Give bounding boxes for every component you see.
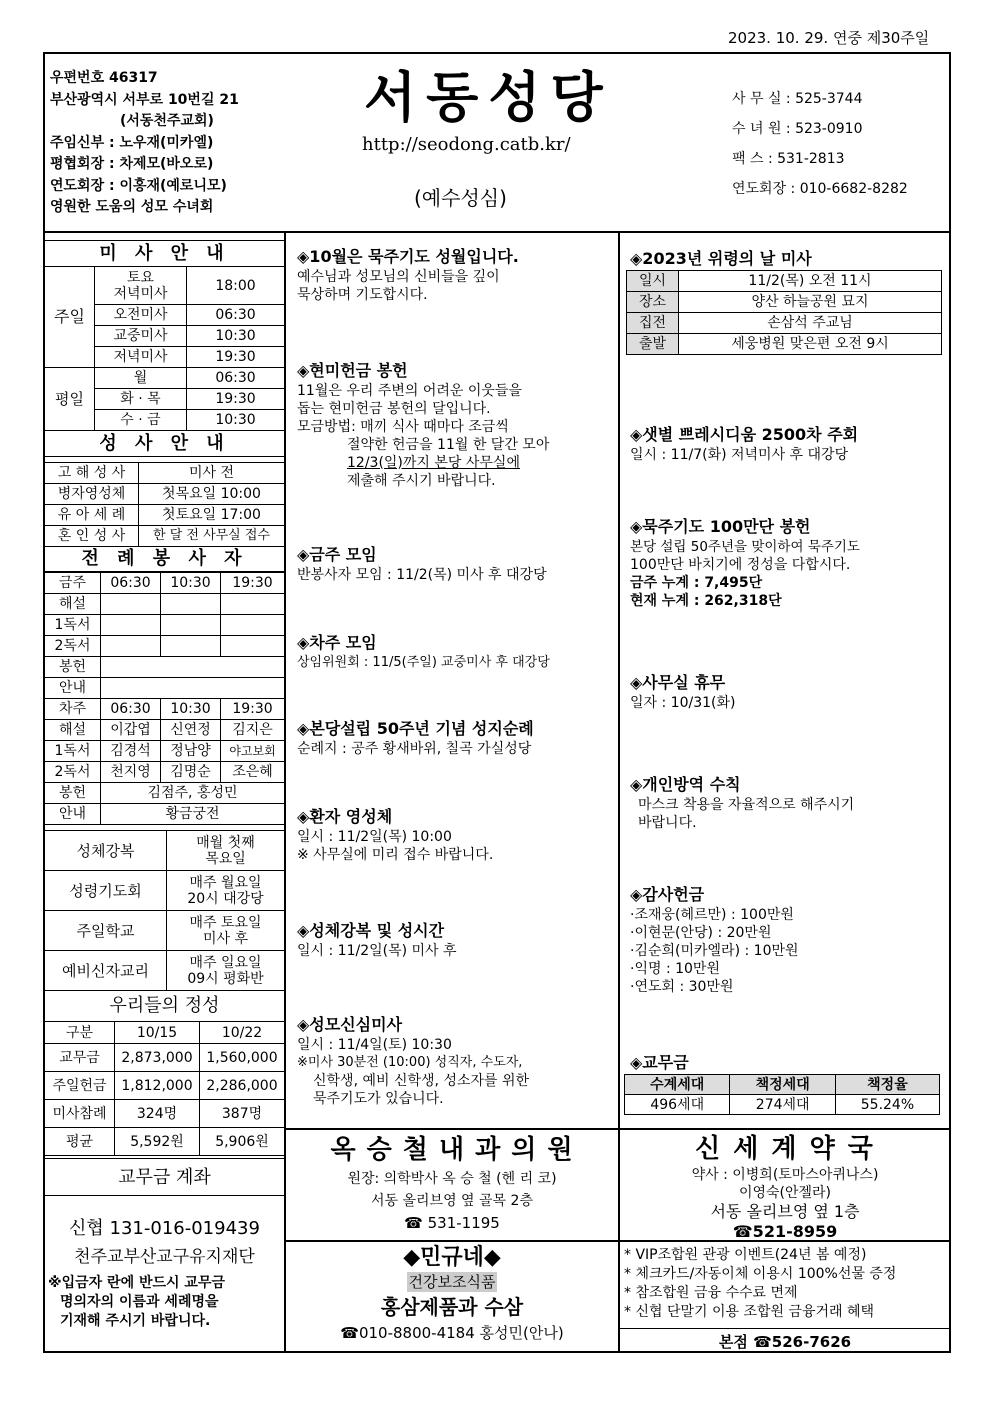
notice-line: ·조재웅(헤르만) : 100만원	[630, 907, 794, 923]
council-president: 평협회장 : 차제모(바오로)	[50, 156, 214, 172]
server-cell	[101, 678, 285, 699]
server-role: 해설	[45, 720, 101, 741]
notice-office-closed	[630, 672, 960, 712]
liturgical-subtitle: (예수성심)	[414, 186, 507, 210]
sunday-label: 주일	[45, 267, 95, 368]
notice-title: ◈묵주기도 100만단 봉헌	[630, 517, 811, 536]
note-line: 명의자의 이름과 세례명을	[60, 1294, 219, 1310]
notice-title: ◈현미헌금 봉헌	[297, 361, 408, 380]
notice-rosary-million	[630, 516, 960, 610]
notice-line: 반봉사자 모임 : 11/2(목) 미사 후 대강당	[297, 567, 547, 583]
fax: 팩 스 : 531-2813	[732, 151, 845, 167]
offering-title: 우리들의 정성	[45, 991, 285, 1022]
dues-value: 496세대	[625, 1095, 730, 1115]
offering-value: 2,873,000	[115, 1044, 200, 1072]
header-divider	[43, 231, 951, 233]
memorial-label: 출발	[627, 334, 679, 355]
credit-union-phone: 본점 ☎526-7626	[718, 1333, 852, 1351]
server-role: 1독서	[45, 615, 101, 636]
dues-value: 55.24%	[835, 1095, 939, 1115]
note-line: ※입금자 란에 반드시 교무금	[48, 1275, 225, 1291]
notice-next-week-meeting	[297, 632, 627, 672]
sacrament-info: 첫토요일 17:00	[139, 505, 285, 526]
server-cell: 19:30	[221, 573, 285, 594]
server-cell	[161, 594, 221, 615]
sacrament-name: 유 아 세 례	[45, 505, 139, 526]
mass-name: 오전미사	[95, 305, 187, 326]
notice-rosary-month	[297, 246, 627, 304]
mass-time: 18:00	[187, 267, 285, 305]
notice-rice-offering	[297, 360, 627, 490]
offering-label: 미사참례	[45, 1100, 115, 1128]
weekday-label: 평일	[45, 368, 95, 431]
office-phone: 사 무 실 : 525-3744	[732, 91, 863, 107]
server-role: 봉헌	[45, 657, 101, 678]
pastor: 주임신부 : 노우재(미카엘)	[50, 134, 214, 151]
minkyune-tag: 건강보조식품	[408, 1273, 496, 1291]
notice-title: ◈10월은 묵주기도 성월입니다.	[297, 247, 519, 266]
server-role: 2독서	[45, 762, 101, 783]
notice-line: 제출해 주시기 바랍니다.	[347, 473, 496, 489]
notice-line: 100만단 바치기에 정성을 다합시다.	[630, 557, 851, 573]
mass-time: 10:30	[187, 326, 285, 347]
notice-line: 현재 누계 : 262,318단	[630, 593, 782, 609]
notice-line: 11월은 우리 주변의 어려운 이웃들을	[297, 383, 522, 399]
offering-label: 주일헌금	[45, 1072, 115, 1100]
mass-time: 06:30	[187, 368, 285, 389]
notice-line: 돕는 현미헌금 봉헌의 달입니다.	[297, 401, 491, 417]
server-cell: 19:30	[221, 699, 285, 720]
notice-line: 절약한 헌금을 11월 한 달간 모아	[347, 437, 550, 453]
memorial-value: 손삼석 주교님	[679, 313, 942, 334]
notice-pilgrimage	[297, 718, 627, 758]
notice-title: ◈감사헌금	[630, 885, 705, 904]
notice-title: ◈환자 영성체	[297, 807, 393, 826]
server-cell	[221, 636, 285, 657]
minkyune-ad	[286, 1244, 618, 1344]
minkyune-product: 홍삼제품과 수삼	[380, 1295, 524, 1319]
schedule-table	[44, 830, 285, 991]
notice-benediction	[297, 920, 627, 960]
server-cell: 천지영	[101, 762, 161, 783]
servers-table	[44, 572, 285, 825]
server-role: 1독서	[45, 741, 101, 762]
notice-line: ※미사 30분전 (10:00) 성직자, 수도자,	[297, 1055, 523, 1070]
mass-time: 06:30	[187, 305, 285, 326]
postal-code: 우편번호 46317	[50, 70, 158, 86]
clinic-ad	[286, 1132, 618, 1234]
server-cell: 황금궁전	[101, 804, 285, 825]
offering-header: 10/15	[115, 1022, 200, 1044]
notice-title: ◈성모신심미사	[297, 1015, 403, 1034]
ad-line: * 체크카드/자동이체 이용시 100%선물 증정	[624, 1266, 897, 1282]
memorial-title	[630, 246, 812, 269]
notice-line: 12/3(일)까지 본당 사무실에	[347, 455, 520, 471]
sacrament-info: 한 달 전 사무실 접수	[139, 526, 285, 547]
notice-line: 일시 : 11/2일(목) 10:00	[297, 829, 452, 845]
pharmacy-name: 신 세 계 약 국	[695, 1134, 875, 1164]
servers-title: 전 례 봉 사 자	[45, 547, 285, 572]
notice-this-week-meeting	[297, 544, 627, 584]
schedule-name: 주일학교	[45, 911, 167, 951]
offering-value: 2,286,000	[200, 1072, 285, 1100]
server-cell: 김경석	[101, 741, 161, 762]
mass-name: 토요 저녁미사	[95, 267, 187, 305]
offering-header: 10/22	[200, 1022, 285, 1044]
server-role: 2독서	[45, 636, 101, 657]
dues-header: 책정율	[835, 1075, 939, 1095]
notice-title: ◈2023년 위령의 날 미사	[630, 249, 812, 268]
mass-table	[44, 240, 285, 457]
server-cell: 김점주, 홍성민	[101, 783, 285, 804]
server-cell: 김명순	[161, 762, 221, 783]
notice-line: 일시 : 11/7(화) 저녁미사 후 대강당	[630, 447, 849, 463]
pharmacy-line: 약사 : 이병희(토마스아퀴나스)	[691, 1167, 879, 1183]
contact-block	[732, 84, 908, 204]
notice-line: 묵주기도가 있습니다.	[313, 1091, 444, 1107]
offering-label: 평균	[45, 1128, 115, 1156]
clinic-phone: ☎ 531-1195	[404, 1214, 500, 1232]
sacrament-info: 첫목요일 10:00	[139, 484, 285, 505]
offering-table	[44, 990, 285, 1156]
server-cell	[101, 636, 161, 657]
address: 부산광역시 서부로 10번길 21	[50, 91, 239, 108]
notice-line: 상임위원회 : 11/5(주일) 교중미사 후 대강당	[297, 655, 550, 670]
mass-name: 저녁미사	[95, 347, 187, 368]
notice-thanksgiving	[630, 884, 960, 996]
dues-header: 수계세대	[625, 1075, 730, 1095]
server-role: 안내	[45, 804, 101, 825]
clinic-name: 옥 승 철 내 과 의 원	[330, 1135, 574, 1165]
notice-line: 예수님과 성모님의 신비들을 깊이	[297, 269, 500, 285]
mass-name: 교중미사	[95, 326, 187, 347]
mass-title: 미 사 안 내	[45, 241, 285, 267]
offering-value: 387명	[200, 1100, 285, 1128]
sacrament-name: 혼 인 성 사	[45, 526, 139, 547]
schedule-time: 매주 일요일 09시 평화반	[167, 951, 285, 991]
note-line: 기재해 주시기 바랍니다.	[60, 1313, 211, 1329]
notice-line: ·김순희(미카엘라) : 10만원	[630, 943, 799, 959]
ad-line: * VIP조합원 관광 이벤트(24년 봄 예정)	[624, 1247, 867, 1263]
server-cell: 이갑엽	[101, 720, 161, 741]
notice-line: 마스크 착용을 자율적으로 해주시기	[638, 797, 855, 813]
pharmacy-phone: ☎521-8959	[732, 1222, 838, 1241]
account-title: 교무금 계좌	[44, 1158, 285, 1196]
server-cell: 조은혜	[221, 762, 285, 783]
dues-table	[624, 1074, 940, 1115]
mass-day: 화 · 목	[95, 389, 187, 410]
notice-title: ◈개인방역 수칙	[630, 775, 741, 794]
pharmacy-line: 이영숙(안젤라)	[738, 1185, 832, 1201]
notice-line: 일시 : 11/2일(목) 미사 후	[297, 943, 457, 959]
funeral-phone: 연도회장 : 010-6682-8282	[732, 181, 908, 197]
server-cell: 야고보회	[221, 741, 285, 762]
sacrament-table	[44, 462, 285, 572]
schedule-time: 매주 토요일 미사 후	[167, 911, 285, 951]
notice-title: ◈금주 모임	[297, 545, 377, 564]
funeral-president: 연도회장 : 이홍재(예로니모)	[50, 177, 227, 194]
notice-line: 묵상하며 기도합시다.	[297, 287, 428, 303]
account-note	[48, 1274, 225, 1331]
schedule-name: 성체강복	[45, 831, 167, 871]
notice-line: 순례지 : 공주 황새바위, 칠곡 가실성당	[297, 741, 532, 757]
server-cell: 김지은	[221, 720, 285, 741]
mass-day: 수 · 금	[95, 410, 187, 431]
schedule-name: 성령기도회	[45, 871, 167, 911]
notice-marian-mass	[297, 1014, 627, 1108]
page-title: 서동성당	[364, 65, 613, 129]
server-cell	[101, 657, 285, 678]
notice-line: 신학생, 예비 신학생, 성소자를 위한	[313, 1073, 530, 1089]
account-number: 신협 131-016-019439	[69, 1218, 260, 1239]
notice-title: ◈샛별 쁘레시디움 2500차 주회	[630, 425, 859, 444]
server-cell: 정남양	[161, 741, 221, 762]
dues-title: ◈교무금	[630, 1053, 689, 1072]
ads-divider	[284, 1128, 951, 1130]
server-cell: 신연정	[161, 720, 221, 741]
minkyune-phone: ☎010-8800-4184 홍성민(안나)	[340, 1324, 564, 1342]
offering-label: 교무금	[45, 1044, 115, 1072]
website-url[interactable]: http://seodong.catb.kr/	[362, 134, 571, 155]
offering-value: 5,592원	[115, 1128, 200, 1156]
notice-line: ·연도회 : 30만원	[630, 979, 734, 995]
server-cell	[161, 615, 221, 636]
mass-time: 19:30	[187, 389, 285, 410]
server-role: 봉헌	[45, 783, 101, 804]
dues-value: 274세대	[730, 1095, 835, 1115]
server-cell: 06:30	[101, 699, 161, 720]
mass-day: 월	[95, 368, 187, 389]
mass-time: 19:30	[187, 347, 285, 368]
offering-value: 324명	[115, 1100, 200, 1128]
notice-sick-communion	[297, 806, 627, 864]
notice-line: 금주 누계 : 7,495단	[630, 575, 763, 591]
offering-value: 1,812,000	[115, 1072, 200, 1100]
dues-header: 책정세대	[730, 1075, 835, 1095]
server-role: 차주	[45, 699, 101, 720]
ad-line: * 참조합원 금융 수수료 면제	[624, 1285, 798, 1301]
notice-line: 일시 : 11/4일(토) 10:30	[297, 1037, 452, 1053]
notice-line: 바랍니다.	[638, 815, 697, 831]
notice-health-rules	[630, 774, 960, 832]
pharmacy-ad	[620, 1132, 950, 1242]
notice-title: ◈차주 모임	[297, 633, 377, 652]
server-cell: 10:30	[161, 573, 221, 594]
mass-time: 10:30	[187, 410, 285, 431]
ad-footer-divider	[618, 1328, 951, 1329]
server-cell: 10:30	[161, 699, 221, 720]
sacrament-info: 미사 전	[139, 463, 285, 484]
minkyune-name: ◆민규네◆	[403, 1245, 501, 1270]
account-holder: 천주교부산교구유지재단	[74, 1247, 255, 1267]
offering-header: 구분	[45, 1022, 115, 1044]
header-address-block	[50, 68, 239, 219]
sacrament-title: 성 사 안 내	[45, 431, 285, 457]
server-role: 금주	[45, 573, 101, 594]
notice-line: 일자 : 10/31(화)	[630, 695, 736, 711]
notice-title: ◈성체강복 및 성시간	[297, 921, 445, 940]
sacrament-name: 고 해 성 사	[45, 463, 139, 484]
schedule-name: 예비신자교리	[45, 951, 167, 991]
server-role: 안내	[45, 678, 101, 699]
clinic-line: 서동 올리브영 옆 골목 2층	[371, 1193, 533, 1209]
memorial-label: 일시	[627, 271, 679, 292]
memorial-value: 세웅병원 맞은편 오전 9시	[679, 334, 942, 355]
church-name: (서동천주교회)	[120, 113, 214, 129]
server-cell	[161, 636, 221, 657]
memorial-label: 장소	[627, 292, 679, 313]
schedule-time: 매월 첫째 목요일	[167, 831, 285, 871]
notice-title: ◈본당설립 50주년 기념 성지순례	[297, 719, 534, 738]
pharmacy-line: 서동 올리브영 옆 1층	[710, 1202, 860, 1221]
server-cell	[101, 594, 161, 615]
notice-line: 모금방법: 매끼 식사 때마다 조금씩	[297, 419, 509, 435]
server-cell	[221, 594, 285, 615]
notice-line: 본당 설립 50주년을 맞이하여 묵주기도	[630, 539, 860, 555]
schedule-time: 매주 월요일 20시 대강당	[167, 871, 285, 911]
memorial-value: 11/2(목) 오전 11시	[679, 271, 942, 292]
notice-legion-meeting	[630, 424, 960, 464]
notice-line: ·익명 : 10만원	[630, 961, 720, 977]
memorial-table	[626, 270, 942, 355]
offering-value: 1,560,000	[200, 1044, 285, 1072]
offering-value: 5,906원	[200, 1128, 285, 1156]
credit-union-ad	[624, 1246, 950, 1322]
convent-phone: 수 녀 원 : 523-0910	[732, 121, 863, 137]
notice-line: ※ 사무실에 미리 접수 바랍니다.	[297, 847, 494, 863]
server-cell	[221, 615, 285, 636]
sacrament-name: 병자영성체	[45, 484, 139, 505]
server-cell	[101, 615, 161, 636]
ad-line: * 신협 단말기 이용 조합원 금융거래 혜택	[624, 1304, 875, 1320]
memorial-label: 집전	[627, 313, 679, 334]
server-cell: 06:30	[101, 573, 161, 594]
issue-date: 2023. 10. 29. 연중 제30주일	[728, 29, 930, 47]
notice-line: ·이현문(안당) : 20만원	[630, 925, 772, 941]
sisters: 영원한 도움의 성모 수녀회	[50, 199, 214, 215]
memorial-value: 양산 하늘공원 묘지	[679, 292, 942, 313]
notice-title: ◈사무실 휴무	[630, 673, 726, 692]
server-role: 해설	[45, 594, 101, 615]
clinic-line: 원장: 의학박사 옥 승 철 (헨 리 코)	[347, 1171, 557, 1187]
